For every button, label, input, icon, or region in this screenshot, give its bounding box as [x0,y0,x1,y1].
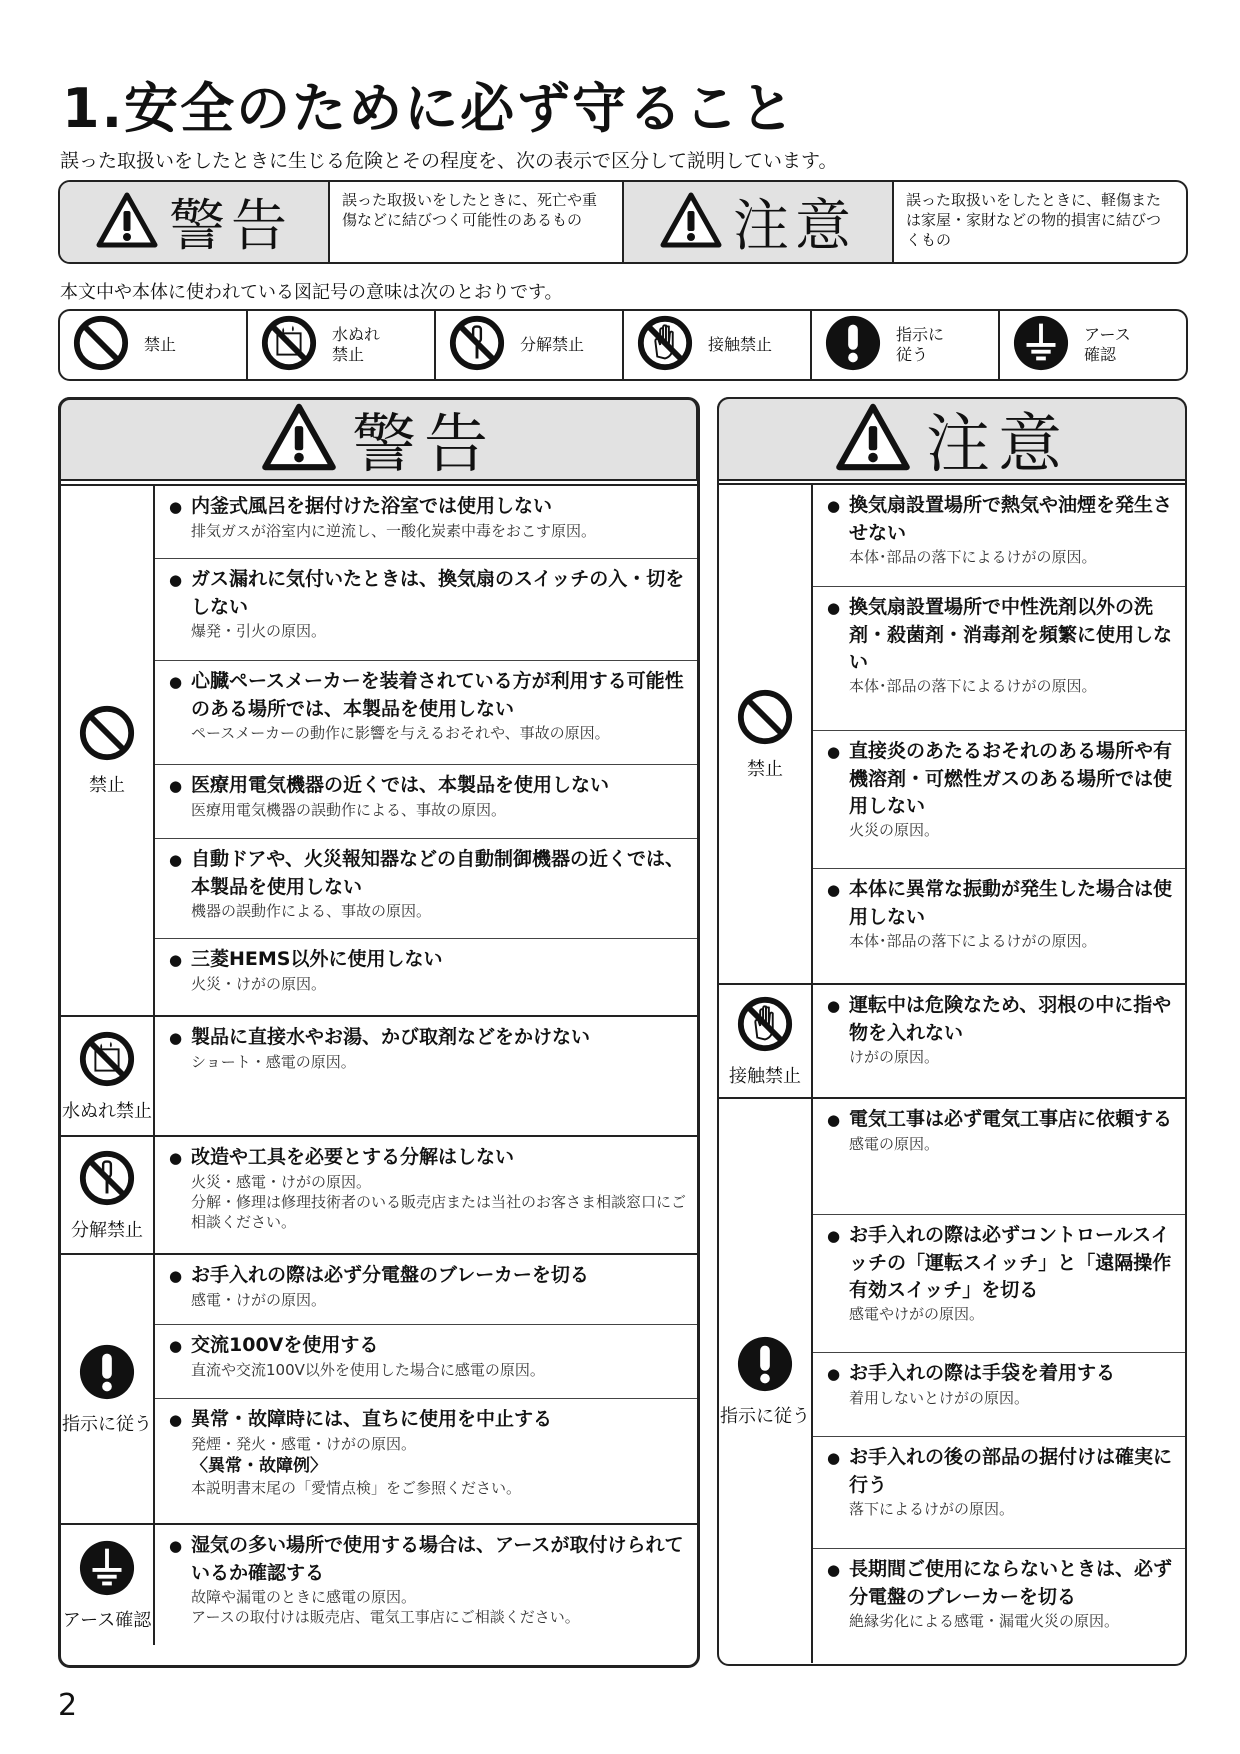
symbol-legend-label: アース 確認 [1084,325,1131,364]
safety-item [813,485,1185,587]
safety-item [155,939,697,1015]
safety-item-heading: ● 湿気の多い場所で使用する場合は、アースが取付けられているか確認する [169,1532,687,1587]
safety-item-reason: 医療用電気機器の誤動作による、事故の原因。 [191,801,507,819]
symbol-legend-item [434,311,622,379]
safety-item-heading: ● 改造や工具を必要とする分解はしない [169,1144,687,1172]
safety-item [155,1017,697,1135]
warning-panel [58,397,700,1668]
safety-item [813,587,1185,731]
safety-item-reason: 機器の誤動作による、事故の原因。 [191,902,432,920]
group-symbol-label: 分解禁止 [71,1219,143,1241]
group-symbol-label: 禁止 [747,758,783,780]
safety-item-heading: ● 内釜式風呂を据付けた浴室では使用しない [169,493,687,521]
safety-item [813,1549,1185,1663]
prohibited-icon [78,704,136,767]
severity-legend [58,180,1188,264]
safety-item-heading: ● 換気扇設置場所で中性洗剤以外の洗剤・殺菌剤・消毒剤を頻繁に使用しない [827,594,1175,676]
group-symbol-label: 指示に従う [62,1413,152,1435]
group-items [155,486,697,1015]
group-symbol-label: 禁止 [89,775,125,796]
legend-warning-desc: 誤った取扱いをしたときに、死亡や重傷などに結びつく可能性のあるもの [342,191,598,229]
safety-item [813,731,1185,869]
safety-item [155,559,697,661]
group-items [155,1017,697,1135]
instruction-icon [736,1335,794,1398]
group-symbol [61,1525,155,1645]
page-title: 1.安全のために必ず守ること [62,77,797,140]
legend-warning-badge [60,182,330,262]
safety-item [155,1137,697,1253]
safety-item-reason: けがの原因。 [849,1048,940,1066]
warning-triangle-icon [659,191,723,253]
prohibited-icon [736,688,794,751]
group-items [813,985,1185,1097]
safety-item-heading: ● 自動ドアや、火災報知器などの自動制御機器の近くでは、本製品を使用しない [169,846,687,901]
safety-item-reason: 排気ガスが浴室内に逆流し、一酸化炭素中毒をおこす原因。 [191,522,597,540]
safety-item-reason: 本体･部品の落下によるけがの原因。 [849,548,1097,566]
symbol-legend-item [998,311,1186,379]
symbol-legend-item [246,311,434,379]
caution-group [719,1099,1185,1663]
warning-group [61,1525,697,1645]
warning-group [61,1017,697,1137]
safety-item-heading: ● 医療用電気機器の近くでは、本製品を使用しない [169,772,687,800]
no-water-icon [260,314,318,376]
safety-item-reason: 故障や漏電のときに感電の原因。 [191,1588,417,1606]
safety-item [155,1525,697,1645]
safety-item [155,486,697,559]
group-symbol [61,1255,155,1523]
safety-item-reason: 発煙・発火・感電・けがの原因。 [191,1435,417,1453]
no-water-icon [78,1030,136,1093]
safety-item-heading: ● 直接炎のあたるおそれのある場所や有機溶剤・可燃性ガスのある場所では使用しない [827,738,1175,820]
group-symbol [61,1017,155,1135]
safety-item [813,1099,1185,1215]
no-disassembly-icon [78,1149,136,1212]
safety-item-heading: ● 長期間ご使用にならないときは、必ず分電盤のブレーカーを切る [827,1556,1175,1611]
safety-item-heading: ● 三菱HEMS以外に使用しない [169,946,687,974]
safety-item-note: 本説明書末尾の「愛情点検」をご参照ください。 [191,1479,522,1497]
intro-text: 誤った取扱いをしたときに生じる危険とその程度を、次の表示で区分して説明しています。 [60,150,838,172]
group-items [813,1099,1185,1663]
safety-item-reason: 火災・感電・けがの原因。 [191,1173,372,1191]
symbol-legend-item [60,311,246,379]
symbol-legend-label: 分解禁止 [520,335,585,354]
safety-item-heading: ● ガス漏れに気付いたときは、換気扇のスイッチの入・切をしない [169,566,687,621]
safety-item-reason: ペースメーカーの動作に影響を与えるおそれや、事故の原因。 [191,724,610,742]
safety-item [155,839,697,939]
safety-item-reason: 着用しないとけがの原因。 [849,1389,1030,1407]
safety-item-reason: 感電の原因。 [849,1135,940,1153]
warning-triangle-icon [95,191,159,253]
group-symbol-label: 指示に従う [720,1405,810,1427]
safety-item-heading: ● 換気扇設置場所で熱気や油煙を発生させない [827,492,1175,547]
safety-item-heading: ● 異常・故障時には、直ちに使用を中止する [169,1406,687,1434]
group-symbol-label: アース確認 [62,1609,152,1631]
safety-item-reason: 本体･部品の落下によるけがの原因。 [849,677,1097,695]
safety-item [813,985,1185,1097]
group-items [155,1137,697,1253]
safety-item [813,1437,1185,1549]
safety-item [813,1215,1185,1353]
safety-item-subheading: 〈異常・故障例〉 [191,1456,327,1476]
symbol-legend-label: 水ぬれ 禁止 [332,325,381,364]
warning-table [61,484,697,1665]
symbol-legend-item [810,311,998,379]
warning-header-word: 警告 [352,408,496,482]
safety-item-reason: 火災の原因。 [849,821,940,839]
legend-warning-word: 警告 [169,194,293,259]
safety-item-heading: ● 心臓ペースメーカーを装着されている方が利用する可能性のある場所では、本製品を使用しない [169,668,687,723]
safety-item-heading: ● お手入れの際は必ずコントロールスイッチの「運転スイッチ」と「遠隔操作有効スイッチ」を切る [827,1222,1175,1304]
safety-item-reason: 火災・けがの原因。 [191,975,327,993]
warning-group [61,486,697,1017]
no-touch-icon [636,314,694,376]
group-symbol [719,1099,813,1663]
safety-item [813,1353,1185,1437]
group-symbol [61,486,155,1015]
no-touch-icon [736,995,794,1058]
group-items [155,1255,697,1523]
safety-item-reason: 爆発・引火の原因。 [191,622,327,640]
safety-item-reason: 感電・けがの原因。 [191,1291,327,1309]
ground-icon [78,1539,136,1602]
instruction-icon [824,314,882,376]
prohibited-icon [72,314,130,376]
safety-item-reason: アースの取付けは販売店、電気工事店にご相談ください。 [191,1608,580,1626]
safety-item-reason: 直流や交流100V以外を使用した場合に感電の原因。 [191,1361,545,1379]
group-symbol [719,985,813,1097]
group-symbol [61,1137,155,1253]
group-symbol-label: 水ぬれ禁止 [62,1100,152,1122]
ground-icon [1012,314,1070,376]
symbols-intro: 本文中や本体に使われている図記号の意味は次のとおりです。 [60,282,563,303]
safety-item-heading: ● 本体に異常な振動が発生した場合は使用しない [827,876,1175,931]
instruction-icon [78,1343,136,1406]
legend-caution-desc: 誤った取扱いをしたときに、軽傷または家屋・家財などの物的損害に結びつくもの [906,191,1162,249]
safety-item-reason: 本体･部品の落下によるけがの原因。 [849,932,1097,950]
page-number: 2 [58,1688,78,1723]
legend-caution [622,182,1186,262]
warning-group [61,1255,697,1525]
caution-group [719,485,1185,985]
safety-item-heading: ● 製品に直接水やお湯、かび取剤などをかけない [169,1024,687,1052]
legend-caution-badge [624,182,894,262]
no-disassembly-icon [448,314,506,376]
safety-item-heading: ● お手入れの際は必ず分電盤のブレーカーを切る [169,1262,687,1290]
safety-item [155,1255,697,1325]
safety-item-heading: ● 運転中は危険なため、羽根の中に指や物を入れない [827,992,1175,1047]
safety-item-heading: ● お手入れの際は手袋を着用する [827,1360,1175,1388]
caution-group [719,985,1185,1099]
safety-item-heading: ● 交流100Vを使用する [169,1332,687,1360]
symbol-legend-label: 接触禁止 [708,335,773,354]
symbol-legend-label: 禁止 [144,335,177,354]
safety-item-reason: 落下によるけがの原因。 [849,1500,1015,1518]
safety-item-reason: 分解・修理は修理技術者のいる販売店または当社のお客さま相談窓口にご相談ください。 [191,1193,687,1231]
caution-table [719,483,1185,1664]
safety-item-reason: 絶縁劣化による感電・漏電火災の原因。 [849,1612,1120,1630]
safety-item [155,1325,697,1399]
caution-panel [717,397,1187,1666]
safety-item [813,869,1185,983]
safety-item [155,661,697,765]
symbol-legend-item [622,311,810,379]
group-items [155,1525,697,1645]
safety-item-reason: 感電やけがの原因。 [849,1305,985,1323]
legend-caution-word: 注意 [733,194,857,259]
group-symbol-label: 接触禁止 [729,1065,801,1087]
safety-item [155,765,697,839]
legend-warning [60,182,622,262]
group-symbol [719,485,813,983]
safety-item [155,1399,697,1523]
symbol-legend [58,309,1188,381]
caution-header-word: 注意 [926,408,1070,482]
warning-group [61,1137,697,1255]
safety-item-reason: ショート・感電の原因。 [191,1053,356,1071]
safety-item-heading: ● お手入れの後の部品の据付けは確実に行う [827,1444,1175,1499]
symbol-legend-label: 指示に 従う [896,325,945,364]
group-items [813,485,1185,983]
safety-item-heading: ● 電気工事は必ず電気工事店に依頼する [827,1106,1175,1134]
